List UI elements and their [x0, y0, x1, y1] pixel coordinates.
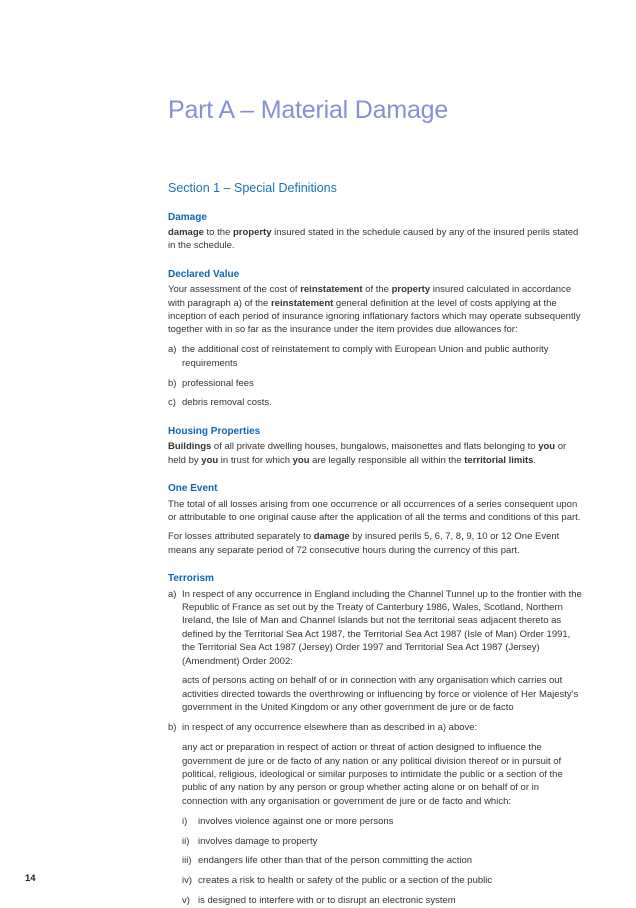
terrorism-item-b: [168, 721, 582, 907]
definition-declared-value: [168, 268, 582, 410]
list-item-label: a): [168, 588, 177, 600]
section-heading: Section 1 – Special Definitions: [168, 180, 337, 195]
roman-list-item-label: i): [182, 815, 188, 827]
roman-list-item: [182, 874, 582, 887]
roman-list-item-label: iv): [182, 875, 193, 887]
roman-list-item-label: ii): [182, 835, 190, 847]
definition-heading-terrorism: Terrorism: [168, 573, 214, 585]
declared-value-list: [168, 343, 582, 410]
definition-heading-housing-properties: Housing Properties: [168, 425, 261, 437]
list-item-text: the additional cost of reinstatement to comply with European Union and public authority requirements: [182, 344, 549, 369]
roman-list-item: [182, 835, 582, 848]
list-item-text: professional fees: [182, 377, 254, 389]
roman-list-item-label: v): [182, 895, 190, 907]
terrorism-item-b-content: [182, 721, 582, 907]
list-item-label: a): [168, 344, 177, 356]
roman-list-item: [182, 894, 582, 907]
terrorism-item-a-paragraph-2: acts of persons acting on behalf of or in connection with any organisation which carries out activities directed towards the overthrowing or influencing by force or violence of Her Majesty's government in the United Kingdom or any other government de jure or de facto: [182, 675, 579, 714]
definition-housing-properties: [168, 425, 582, 467]
page-title: Part A – Material Damage: [168, 96, 449, 124]
list-item-text: debris removal costs.: [182, 397, 272, 409]
roman-list-item-label: iii): [182, 855, 192, 867]
roman-list-item-text: creates a risk to health or safety of the public or a section of the public: [198, 875, 493, 887]
list-item-label: b): [168, 377, 177, 389]
terrorism-item-a-content: [182, 588, 582, 715]
terrorism-item-a-paragraph-1: In respect of any occurrence in England including the Channel Tunnel up to the frontier with the Republic of France as set out by the Treaty of Canterbury 1986, Wales, Scotland, Northern Ireland, the Isle of Man and Channel Islands but not the territorial seas adjacent thereto as defined by the Territorial Sea Act 1987, the Territorial Sea Act 1987 (Isle of Man) Order 1991, the Territorial Sea Act 1987 (Jersey) Order 1997 and Territorial Sea Act 1987 (Jersey) (Amendment) Order 2002:: [182, 588, 582, 667]
terrorism-item-b-paragraph-1: in respect of any occurrence elsewhere than as described in a) above:: [182, 722, 478, 734]
definition-heading-declared-value: Declared Value: [168, 268, 240, 280]
roman-list-item: [182, 815, 582, 828]
roman-list-item-text: endangers life other than that of the person committing the action: [198, 855, 473, 867]
list-item: [168, 343, 582, 370]
terrorism-roman-list: [182, 815, 582, 908]
terrorism-item-b-paragraph-2: any act or preparation in respect of action or threat of action designed to influence the government de jure or de facto of any nation or any political division thereof or in pursuit of political, religious, ideological or similar purposes to intimidate the public or a section of the public of any nation by any person or group whether acting alone or on behalf of or in connection with any organisation or government de jure or de facto and which:: [182, 742, 563, 807]
definition-damage: [168, 211, 582, 253]
terrorism-item-a: [168, 588, 582, 715]
list-item-label: b): [168, 722, 177, 734]
definition-damage-paragraph: damage to the property insured stated in the schedule caused by any of the insured perils stated in the schedule.: [168, 226, 579, 252]
definition-housing-properties-paragraph: Buildings of all private dwelling houses, bungalows, maisonettes and flats belonging to you or held by you in trust for which you are legally responsible all within the territorial limits.: [168, 441, 567, 466]
roman-list-item-text: is designed to interfere with or to disrupt an electronic system: [198, 895, 456, 907]
definition-terrorism: [168, 572, 582, 908]
list-item: [168, 396, 582, 409]
roman-list-item-text: involves damage to property: [198, 835, 318, 847]
definition-heading-one-event: One Event: [168, 483, 218, 495]
content-column: [168, 0, 582, 908]
roman-list-item: [182, 854, 582, 867]
definition-heading-damage: Damage: [168, 211, 207, 223]
list-item: [168, 377, 582, 390]
roman-list-item-text: involves violence against one or more persons: [198, 815, 394, 827]
definition-one-event-paragraph-1: The total of all losses arising from one occurrence or all occurrences of a series consequent upon or attributable to one original cause after the application of all the terms and conditions of this part.: [168, 498, 581, 523]
definition-declared-value-paragraph: Your assessment of the cost of reinstatement of the property insured calculated in accordance with paragraph a) of the reinstatement general definition at the level of costs applying at the inception of each period of insurance ignoring inflationary factors which may operate subsequently together with in so far as the insurance under the item provides due allowances for:: [168, 284, 581, 336]
definition-one-event: [168, 482, 582, 557]
list-item-label: c): [168, 397, 176, 409]
definition-one-event-paragraph-2: For losses attributed separately to damage by insured perils 5, 6, 7, 8, 9, 10 or 12 One Event means any separate period of 72 consecutive hours during the currency of this part.: [168, 531, 560, 556]
page-number: 14: [25, 873, 36, 884]
